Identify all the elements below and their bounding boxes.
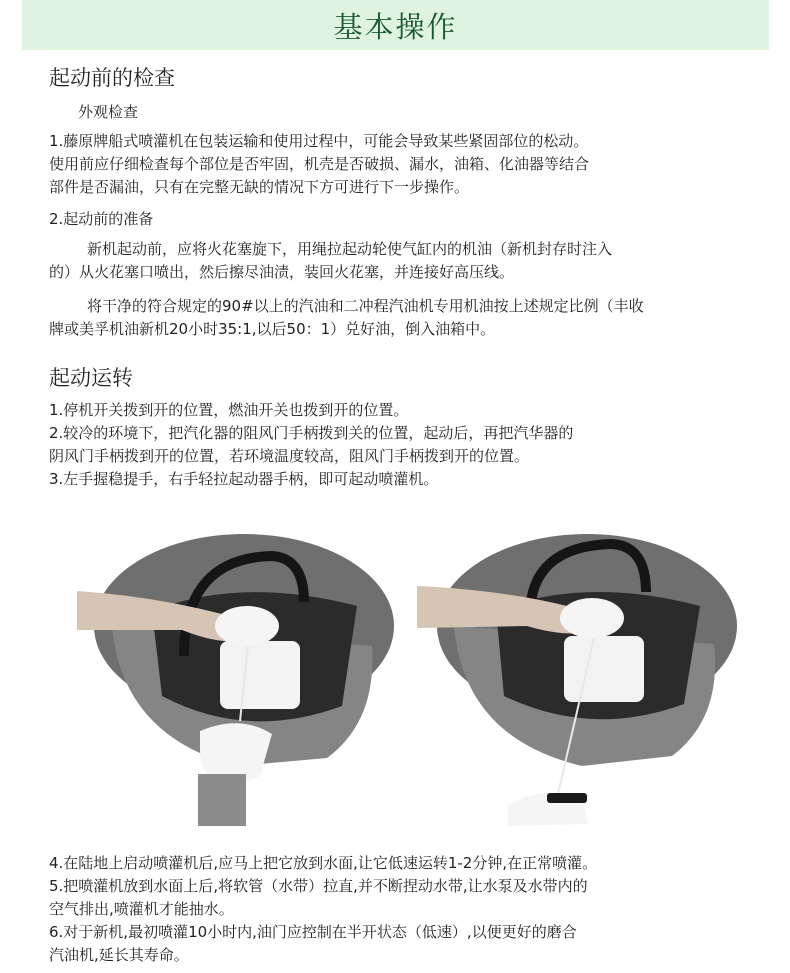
left-glove	[560, 598, 624, 638]
paragraph-operation-notes	[49, 852, 749, 967]
left-glove	[215, 606, 279, 646]
fuel-tank	[564, 636, 644, 702]
text-line: 2.较冷的环境下，把汽化器的阻风门手柄拨到关的位置，起动后，再把汽华器的	[49, 424, 574, 442]
starter-grip	[547, 793, 587, 803]
text-line: 4.在陆地上启动喷灌机后,应马上把它放到水面,让它低速运转1-2分钟,在正常喷灌。	[49, 854, 598, 872]
section-heading-prestart-check: 起动前的检查	[49, 66, 175, 90]
photo-start-right	[412, 506, 757, 826]
page-title: 基本操作	[333, 9, 458, 44]
paragraph-start-steps	[49, 399, 749, 491]
text-line: 6.对于新机,最初喷灌10小时内,油门应控制在半开状态（低速）,以便更好的磨合	[49, 923, 577, 941]
text-line: 阴风门手柄拨到开的位置，若环境温度较高，阻风门手柄拨到开的位置。	[49, 447, 530, 465]
title-banner	[22, 0, 769, 50]
text-line: 1.停机开关拨到开的位置，燃油开关也拨到开的位置。	[49, 401, 409, 419]
photo-start-left	[72, 506, 417, 826]
text-line: 3.左手握稳提手，右手轻拉起动器手柄，即可起动喷灌机。	[49, 470, 439, 488]
subheading-visual-check: 外观检查	[78, 103, 139, 121]
text-line: 新机起动前，应将火花塞旋下，用绳拉起动轮使气缸内的机油（新机封存时注入	[87, 240, 613, 258]
text-line: 将干净的符合规定的90#以上的汽油和二冲程汽油机专用机油按上述规定比例（丰收	[87, 297, 644, 315]
text-line: 牌或美孚机油新机20小时35:1,以后50：1）兑好油，倒入油箱中。	[49, 320, 496, 338]
text-line: 部件是否漏油，只有在完整无缺的情况下方可进行下一步操作。	[49, 178, 470, 196]
text-line: 的）从火花塞口喷出，然后擦尽油渍，装回火花塞，并连接好高压线。	[49, 263, 515, 281]
right-sleeve	[198, 774, 246, 826]
text-line: 5.把喷灌机放到水面上后,将软管（水带）拉直,并不断捏动水带,让水泵及水带内的	[49, 877, 588, 895]
text-line: 使用前应仔细检查每个部位是否牢固，机壳是否破损、漏水，油箱、化油器等结合	[49, 155, 590, 173]
text-line: 1.藤原牌船式喷灌机在包装运输和使用过程中，可能会导致某些紧固部位的松动。	[49, 132, 589, 150]
text-line: 空气排出,喷灌机才能抽水。	[49, 900, 234, 918]
text-line: 汽油机,延长其寿命。	[49, 946, 189, 964]
paragraph-item2-para1	[49, 238, 749, 284]
paragraph-item2-para2	[49, 295, 749, 341]
section-heading-start-operation: 起动运转	[49, 366, 133, 390]
fuel-tank	[220, 641, 300, 709]
paragraph-item1	[49, 130, 749, 199]
item2-title: 2.起动前的准备	[49, 210, 154, 228]
